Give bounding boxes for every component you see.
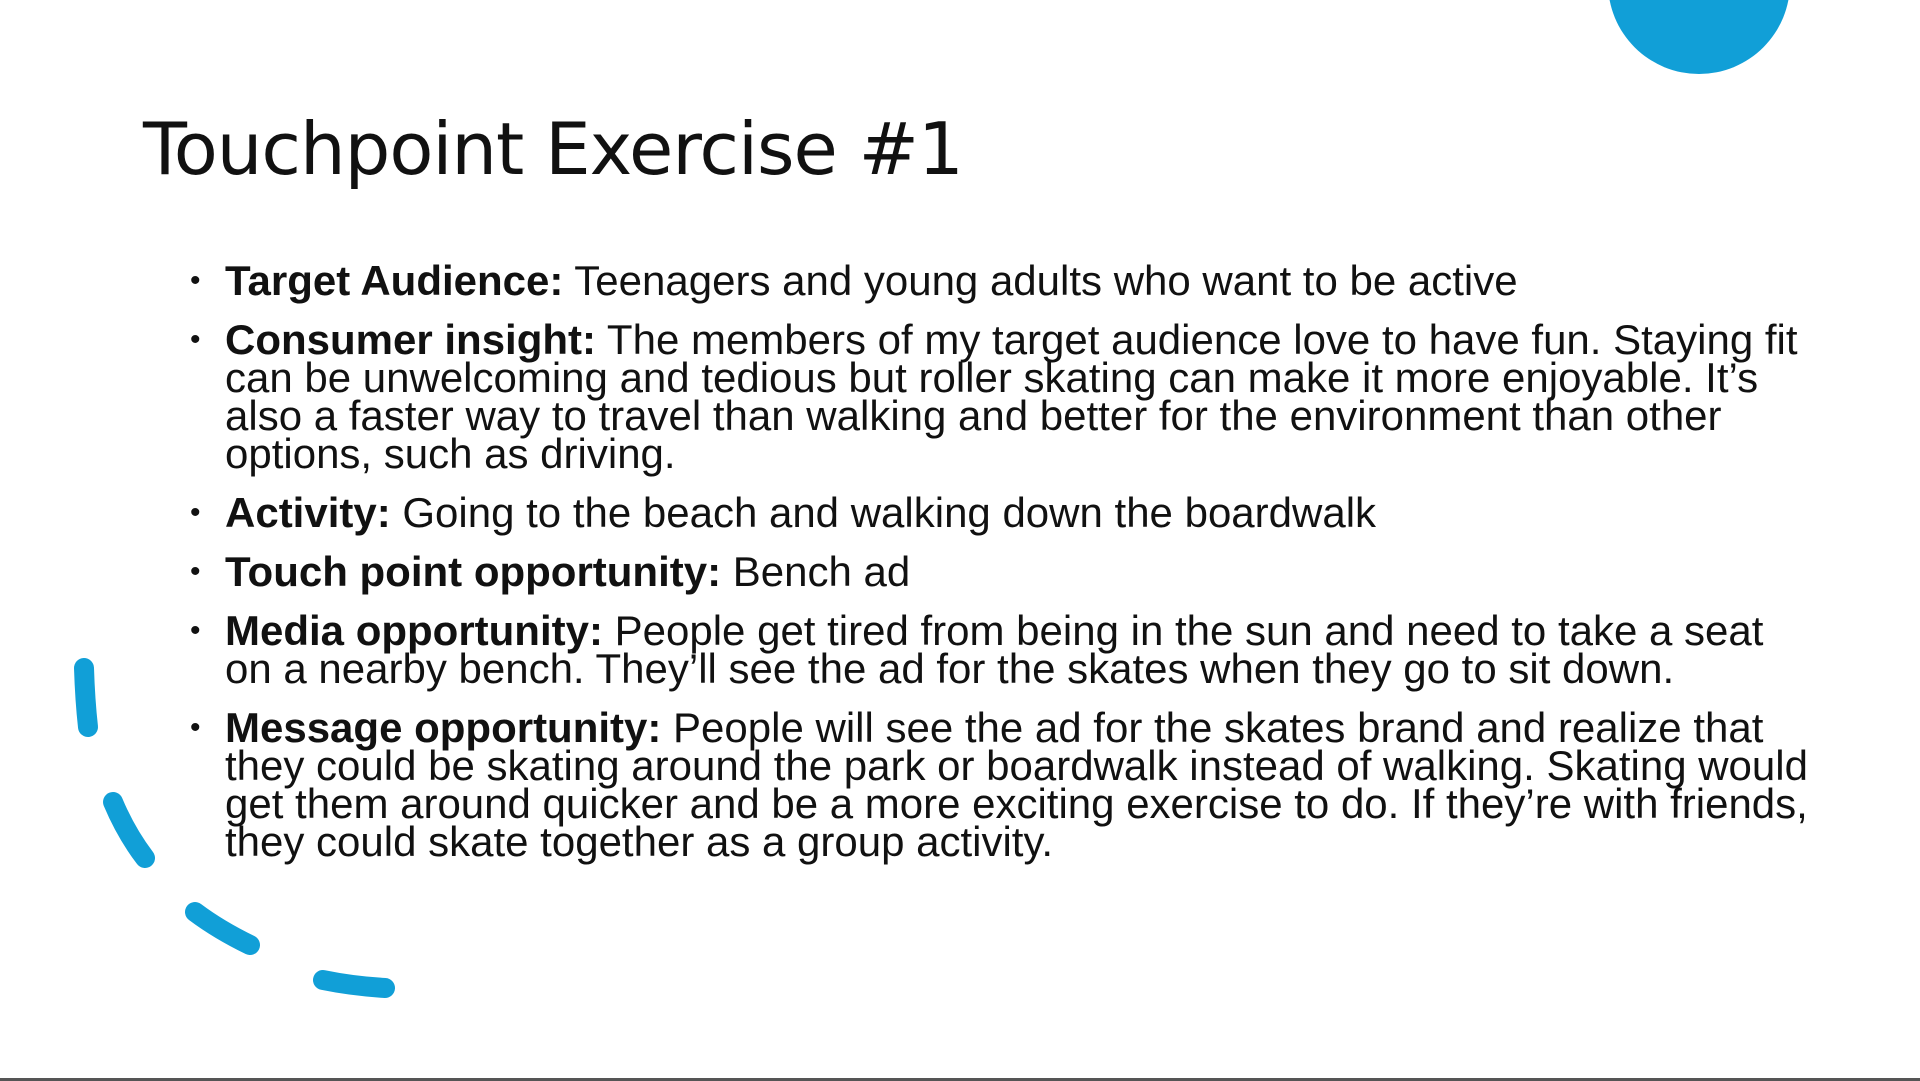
bullet-text: The members of my target audience love to have fun. Staying fit can be unwelcoming and tedious but roller skating can make it more enjoyable. It’s also a faster way to travel than walking and better for the environment than other options, such as driving.	[225, 316, 1798, 477]
bullet-item-consumer-insight	[190, 316, 1810, 477]
bullet-text: People get tired from being in the sun and need to take a seat on a nearby bench. They’ll see the ad for the skates when they go to sit down.	[225, 607, 1764, 692]
bullet-text: Teenagers and young adults who want to be active	[563, 257, 1518, 304]
bullet-text: Going to the beach and walking down the boardwalk	[390, 489, 1377, 536]
bullet-dot: •	[190, 323, 201, 356]
arc-dash	[323, 980, 385, 988]
bullet-item-message-opportunity	[190, 704, 1810, 865]
bullet-dot: •	[190, 614, 201, 647]
bullet-label: Touch point opportunity:	[225, 548, 722, 595]
arc-dash	[84, 668, 88, 727]
bullet-label: Activity:	[225, 489, 391, 536]
bullet-item-target-audience	[190, 257, 1810, 304]
bullet-dot: •	[190, 496, 201, 529]
bullet-item-media-opportunity	[190, 607, 1810, 692]
bullet-item-activity	[190, 489, 1810, 536]
bullet-text: People will see the ad for the skates brand and realize that they could be skating around the park or boardwalk instead of walking. Skating would get them around quicker and be a more exciting exercise to do. If they’re with friends, they could skate together as a group activity.	[225, 704, 1808, 865]
bullet-label: Target Audience:	[225, 257, 564, 304]
slide-title: Touchpoint Exercise #1	[143, 107, 963, 191]
bullet-label: Media opportunity:	[225, 607, 603, 654]
bullet-label: Message opportunity:	[225, 704, 662, 751]
decorative-circle	[1608, 0, 1790, 74]
arc-dash	[113, 802, 145, 858]
bullet-list	[190, 257, 1810, 882]
bullet-dot: •	[190, 264, 201, 297]
bullet-item-touch-point-opportunity	[190, 548, 1810, 595]
bullet-label: Consumer insight:	[225, 316, 597, 363]
bullet-dot: •	[190, 711, 201, 744]
arc-dash	[195, 912, 250, 945]
bullet-text: Bench ad	[721, 548, 911, 595]
bullet-dot: •	[190, 555, 201, 588]
